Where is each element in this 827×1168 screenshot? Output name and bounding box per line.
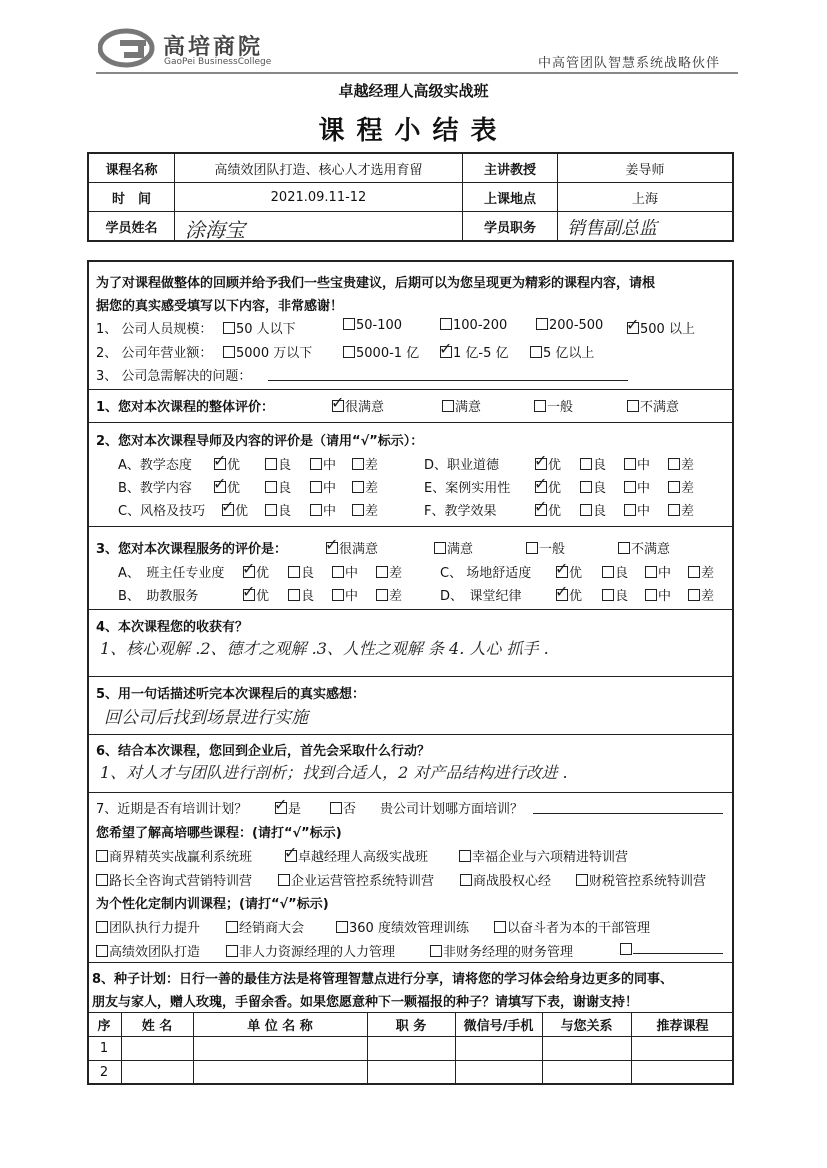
service-item-c: C、 场地舒适度 (440, 566, 532, 581)
grade-c-cha[interactable]: 差 (352, 500, 378, 519)
seed-plan-line-1: 8、种子计划：日行一善的最佳方法是将管理智慧点进行分享，请将您的学习体会给身边更多的同事、 (92, 972, 674, 987)
course-checkbox[interactable] (459, 850, 471, 862)
custom-option-5[interactable]: 高绩效团队打造 (96, 941, 200, 960)
grade-checkbox[interactable] (265, 481, 277, 493)
overall-option-1[interactable]: ✓ 很满意 (331, 393, 385, 415)
revenue-option-2[interactable]: 5000-1 亿 (343, 342, 419, 361)
grade-checkbox[interactable] (310, 504, 322, 516)
referral-table (87, 1012, 734, 1085)
svc-d-you[interactable]: ✓ 优 (555, 582, 583, 604)
grade-f-cha[interactable]: 差 (668, 500, 694, 519)
header-divider (96, 72, 738, 74)
form-subtitle: 卓越经理人高级实战班 (338, 82, 489, 100)
grade-checkbox[interactable] (310, 458, 322, 470)
referral-col-company: 单 位 名 称 (247, 1018, 313, 1034)
svc-c-liang[interactable]: 良 (602, 562, 628, 581)
grade-d-zhong[interactable]: 中 (624, 454, 650, 473)
svc-c-you[interactable]: ✓ 优 (555, 559, 583, 581)
teacher-item-a: A、教学态度 (118, 458, 192, 473)
referral-row-index: 2 (99, 1064, 109, 1080)
overall-option-3[interactable]: 一般 (534, 396, 573, 415)
grade-checkbox[interactable] (688, 566, 700, 578)
grade-checkbox[interactable] (602, 566, 614, 578)
feelings-answer[interactable]: 回公司后找到场景进行实施 (104, 708, 308, 728)
problems-input[interactable] (268, 366, 628, 381)
grade-checkbox[interactable] (332, 589, 344, 601)
service-checkbox-1-checked[interactable] (325, 535, 339, 554)
referral-col-course: 推荐课程 (656, 1018, 709, 1034)
check-mark-icon: ✓ (555, 582, 569, 601)
check-mark-icon: ✓ (221, 497, 235, 516)
grade-checkbox-checked[interactable] (213, 451, 227, 470)
grade-checkbox[interactable] (668, 481, 680, 493)
course-option-7[interactable]: 财税管控系统特训营 (576, 870, 706, 889)
course-checkbox-checked[interactable] (284, 843, 298, 862)
teacher-eval-label: 2、您对本次课程导师及内容的评价是（请用“√”标示）： (96, 434, 424, 449)
check-mark-icon: ✓ (213, 451, 227, 470)
grade-b-cha[interactable]: 差 (352, 477, 378, 496)
grade-checkbox[interactable] (352, 458, 364, 470)
check-mark-icon: ✓ (213, 474, 227, 493)
time-value: 2021.09.11-12 (270, 189, 367, 205)
svc-b-cha[interactable]: 差 (376, 585, 402, 604)
grade-checkbox[interactable] (352, 504, 364, 516)
course-option-2[interactable]: ✓ 卓越经理人高级实战班 (284, 843, 429, 865)
svc-b-liang[interactable]: 良 (288, 585, 314, 604)
header-tagline: 中高管团队智慧系统战略伙伴 (538, 56, 721, 71)
custom-option-4[interactable]: 以奋斗者为本的干部管理 (494, 917, 650, 936)
size-option-3[interactable]: 100-200 (440, 318, 507, 333)
revenue-checkbox-4[interactable] (530, 346, 542, 358)
check-mark-icon: ✓ (242, 559, 256, 578)
grade-b-liang[interactable]: 良 (265, 477, 291, 496)
overall-checkbox-3[interactable] (534, 400, 546, 412)
check-mark-icon: ✓ (242, 582, 256, 601)
referral-row-index: 1 (99, 1041, 109, 1056)
grade-checkbox-checked[interactable] (242, 582, 256, 601)
course-option-4[interactable]: 路长全咨询式营销特训营 (96, 870, 252, 889)
grade-checkbox[interactable] (602, 589, 614, 601)
lecturer-label: 主讲教授 (483, 162, 536, 178)
grade-checkbox[interactable] (580, 458, 592, 470)
grade-checkbox[interactable] (624, 481, 636, 493)
grade-d-you[interactable]: ✓ 优 (534, 451, 562, 473)
intro-line-1: 为了对课程做整体的回顾并给予我们一些宝贵建议，后期可以为您呈现更为精彩的课程内容，请根 (96, 276, 656, 291)
check-mark-icon: ✓ (534, 497, 548, 516)
form-title: 课程小结表 (318, 116, 509, 146)
teacher-item-e: E、案例实用性 (424, 481, 511, 496)
grade-c-you[interactable]: ✓ 优 (221, 497, 249, 519)
grade-a-zhong[interactable]: 中 (310, 454, 336, 473)
overall-checkbox-4[interactable] (627, 400, 639, 412)
grade-e-liang[interactable]: 良 (580, 477, 606, 496)
training-plan-no[interactable]: 否 (330, 798, 356, 817)
gaopei-logo-icon (98, 28, 158, 68)
grade-f-liang[interactable]: 良 (580, 500, 606, 519)
courses-wish-label: 您希望了解高培哪些课程：(请打“√”标示) (96, 826, 342, 841)
custom-checkbox[interactable] (96, 921, 108, 933)
grade-checkbox[interactable] (624, 458, 636, 470)
student-position-label: 学员职务 (483, 220, 536, 236)
logo-subtitle: GaoPei BusinessCollege (164, 57, 272, 67)
course-checkbox[interactable] (278, 874, 290, 886)
size-checkbox-5-checked[interactable] (626, 315, 640, 334)
size-checkbox-4[interactable] (536, 318, 548, 330)
grade-checkbox[interactable] (352, 481, 364, 493)
custom-checkbox[interactable] (620, 943, 632, 955)
check-mark-icon: ✓ (534, 451, 548, 470)
lecturer-value: 姜导师 (625, 162, 665, 178)
grade-a-liang[interactable]: 良 (265, 454, 291, 473)
grade-checkbox[interactable] (668, 458, 680, 470)
service-checkbox-4[interactable] (618, 542, 630, 554)
service-option-3[interactable]: 一般 (526, 538, 565, 557)
course-option-3[interactable]: 幸福企业与六项精进特训营 (459, 846, 628, 865)
svc-a-you[interactable]: ✓ 优 (242, 559, 270, 581)
size-option-5[interactable]: ✓ 500 以上 (626, 315, 695, 337)
grade-checkbox[interactable] (265, 504, 277, 516)
size-option-4[interactable]: 200-500 (536, 318, 603, 333)
grade-checkbox[interactable] (288, 589, 300, 601)
size-checkbox-2[interactable] (343, 318, 355, 330)
training-plan-label: 7、近期是否有培训计划？ (96, 802, 248, 817)
grade-d-liang[interactable]: 良 (580, 454, 606, 473)
custom-checkbox[interactable] (96, 945, 108, 957)
actions-label: 6、结合本次课程，您回到企业后，首先会采取什么行动？ (96, 744, 431, 759)
grade-checkbox-checked[interactable] (534, 474, 548, 493)
revenue-option-3[interactable]: ✓ 1 亿-5 亿 (439, 339, 509, 361)
custom-option-6[interactable]: 非人力资源经理的人力管理 (226, 941, 395, 960)
revenue-checkbox-2[interactable] (343, 346, 355, 358)
course-option-5[interactable]: 企业运营管控系统特训营 (278, 870, 434, 889)
q-problems-label: 3、 公司急需解决的问题： (96, 369, 252, 384)
gains-answer[interactable]: 1、核心观解 .2、德才之观解 .3、人性之观解 条 4. 人心 抓手 . (100, 639, 549, 658)
gains-label: 4、本次课程您的收获有？ (96, 620, 249, 635)
check-mark-icon: ✓ (439, 339, 453, 358)
grade-checkbox[interactable] (265, 458, 277, 470)
service-option-1[interactable]: ✓ 很满意 (325, 535, 379, 557)
actions-answer[interactable]: 1、对人才与团队进行剖析；找到合适人，2 对产品结构进行改进 . (100, 763, 568, 782)
venue-label: 上课地点 (483, 191, 536, 207)
svc-a-zhong[interactable]: 中 (332, 562, 358, 581)
revenue-checkbox-3-checked[interactable] (439, 339, 453, 358)
logo-name: 高培商院 (163, 34, 264, 60)
custom-option-2[interactable]: 经销商大会 (226, 917, 304, 936)
service-option-4[interactable]: 不满意 (618, 538, 670, 557)
feelings-label: 5、用一句话描述听完本次课程后的真实感想： (96, 687, 366, 702)
grade-e-you[interactable]: ✓ 优 (534, 474, 562, 496)
svc-b-you[interactable]: ✓ 优 (242, 582, 270, 604)
grade-checkbox[interactable] (376, 566, 388, 578)
grade-f-zhong[interactable]: 中 (624, 500, 650, 519)
check-mark-icon: ✓ (626, 315, 640, 334)
check-mark-icon: ✓ (534, 474, 548, 493)
service-item-a: A、 班主任专业度 (118, 566, 225, 581)
grade-checkbox-checked[interactable] (534, 451, 548, 470)
course-checkbox[interactable] (96, 874, 108, 886)
training-yes-checkbox-checked[interactable] (274, 795, 288, 814)
student-name-label: 学员姓名 (105, 220, 158, 236)
service-checkbox-3[interactable] (526, 542, 538, 554)
grade-checkbox[interactable] (580, 481, 592, 493)
grade-b-zhong[interactable]: 中 (310, 477, 336, 496)
grade-checkbox-checked[interactable] (534, 497, 548, 516)
time-label: 时 间 (111, 191, 151, 207)
referral-col-index: 序 (97, 1018, 111, 1034)
service-eval-label: 3、您对本次课程服务的评价是： (96, 542, 288, 557)
size-option-2[interactable]: 50-100 (343, 318, 402, 333)
grade-checkbox-checked[interactable] (555, 582, 569, 601)
student-name-value[interactable]: 涂海宝 (185, 218, 245, 242)
custom-checkbox[interactable] (226, 945, 238, 957)
course-option-1[interactable]: 商界精英实战赢利系统班 (96, 846, 252, 865)
overall-option-2[interactable]: 满意 (442, 396, 481, 415)
course-checkbox[interactable] (96, 850, 108, 862)
svc-c-zhong[interactable]: 中 (645, 562, 671, 581)
check-mark-icon: ✓ (284, 843, 298, 862)
grade-a-cha[interactable]: 差 (352, 454, 378, 473)
seed-plan-line-2: 朋友与家人，赠人玫瑰，手留余香。如果您愿意种下一颗福报的种子？请填写下表，谢谢支持！ (92, 995, 639, 1010)
custom-checkbox[interactable] (430, 945, 442, 957)
grade-checkbox[interactable] (624, 504, 636, 516)
teacher-item-d: D、职业道德 (424, 458, 500, 473)
grade-checkbox[interactable] (310, 481, 322, 493)
course-checkbox[interactable] (576, 874, 588, 886)
referral-col-relation: 与您关系 (560, 1018, 613, 1034)
svc-c-cha[interactable]: 差 (688, 562, 714, 581)
grade-checkbox-checked[interactable] (555, 559, 569, 578)
teacher-item-f: F、教学效果 (424, 504, 497, 519)
referral-col-name: 姓 名 (141, 1018, 173, 1034)
grade-checkbox-checked[interactable] (213, 474, 227, 493)
custom-checkbox[interactable] (336, 921, 348, 933)
service-checkbox-2[interactable] (434, 542, 446, 554)
q-revenue-label: 2、 公司年营业额： (96, 346, 213, 361)
grade-e-zhong[interactable]: 中 (624, 477, 650, 496)
teacher-item-c: C、风格及技巧 (118, 504, 206, 519)
intro-line-2: 据您的真实感受填写以下内容，非常感谢！ (96, 299, 344, 314)
service-option-2[interactable]: 满意 (434, 538, 473, 557)
custom-option-other[interactable] (620, 941, 723, 958)
custom-option-3[interactable]: 360 度绩效管理训练 (336, 917, 469, 936)
grade-checkbox-checked[interactable] (242, 559, 256, 578)
venue-value: 上海 (631, 191, 658, 207)
course-option-6[interactable]: 商战股权心经 (460, 870, 551, 889)
course-checkbox[interactable] (460, 874, 472, 886)
check-mark-icon: ✓ (555, 559, 569, 578)
custom-other-input[interactable] (633, 941, 723, 954)
grade-d-cha[interactable]: 差 (668, 454, 694, 473)
course-name-label: 课程名称 (105, 162, 158, 178)
grade-checkbox[interactable] (688, 589, 700, 601)
training-no-checkbox[interactable] (330, 802, 342, 814)
overall-option-4[interactable]: 不满意 (627, 396, 679, 415)
revenue-option-4[interactable]: 5 亿以上 (530, 342, 594, 361)
check-mark-icon: ✓ (325, 535, 339, 554)
grade-f-you[interactable]: ✓ 优 (534, 497, 562, 519)
size-checkbox-3[interactable] (440, 318, 452, 330)
size-checkbox-1[interactable] (223, 322, 235, 334)
grade-checkbox[interactable] (288, 566, 300, 578)
grade-c-liang[interactable]: 良 (265, 500, 291, 519)
overall-checkbox-2[interactable] (442, 400, 454, 412)
training-which-label: 贵公司计划哪方面培训？ (380, 802, 524, 817)
service-item-b: B、 助教服务 (118, 589, 199, 604)
grade-a-you[interactable]: ✓ 优 (213, 451, 241, 473)
svc-d-liang[interactable]: 良 (602, 585, 628, 604)
training-plan-yes[interactable]: ✓ 是 (274, 795, 302, 817)
overall-eval-label: 1、您对本次课程的整体评价： (96, 400, 275, 415)
grade-checkbox[interactable] (332, 566, 344, 578)
training-which-input[interactable] (533, 800, 723, 814)
custom-option-1[interactable]: 团队执行力提升 (96, 917, 200, 936)
teacher-item-b: B、教学内容 (118, 481, 192, 496)
custom-option-7[interactable]: 非财务经理的财务管理 (430, 941, 573, 960)
grade-checkbox[interactable] (645, 589, 657, 601)
svc-d-zhong[interactable]: 中 (645, 585, 671, 604)
svc-b-zhong[interactable]: 中 (332, 585, 358, 604)
svc-a-liang[interactable]: 良 (288, 562, 314, 581)
check-mark-icon: ✓ (274, 795, 288, 814)
svc-a-cha[interactable]: 差 (376, 562, 402, 581)
referral-col-contact: 微信号/手机 (463, 1018, 534, 1034)
course-info-table (87, 152, 734, 242)
grade-b-you[interactable]: ✓ 优 (213, 474, 241, 496)
custom-checkbox[interactable] (494, 921, 506, 933)
referral-col-position: 职 务 (395, 1018, 427, 1034)
custom-course-label: 为个性化定制内训课程；(请打“√”标示) (96, 897, 329, 912)
q-company-size-label: 1、 公司人员规模： (96, 322, 213, 337)
revenue-option-1[interactable]: 5000 万以下 (223, 342, 312, 361)
grade-c-zhong[interactable]: 中 (310, 500, 336, 519)
grade-checkbox-checked[interactable] (221, 497, 235, 516)
custom-checkbox[interactable] (226, 921, 238, 933)
service-item-d: D、 课堂纪律 (440, 589, 522, 604)
course-name-value: 高绩效团队打造、核心人才选用育留 (214, 162, 423, 178)
grade-checkbox[interactable] (645, 566, 657, 578)
size-option-1[interactable]: 50 人以下 (223, 318, 296, 337)
svc-d-cha[interactable]: 差 (688, 585, 714, 604)
student-position-value[interactable]: 销售副总监 (567, 218, 657, 239)
grade-checkbox[interactable] (580, 504, 592, 516)
grade-checkbox[interactable] (668, 504, 680, 516)
grade-e-cha[interactable]: 差 (668, 477, 694, 496)
grade-checkbox[interactable] (376, 589, 388, 601)
check-mark-icon: ✓ (331, 393, 345, 412)
overall-checkbox-1-checked[interactable] (331, 393, 345, 412)
revenue-checkbox-1[interactable] (223, 346, 235, 358)
